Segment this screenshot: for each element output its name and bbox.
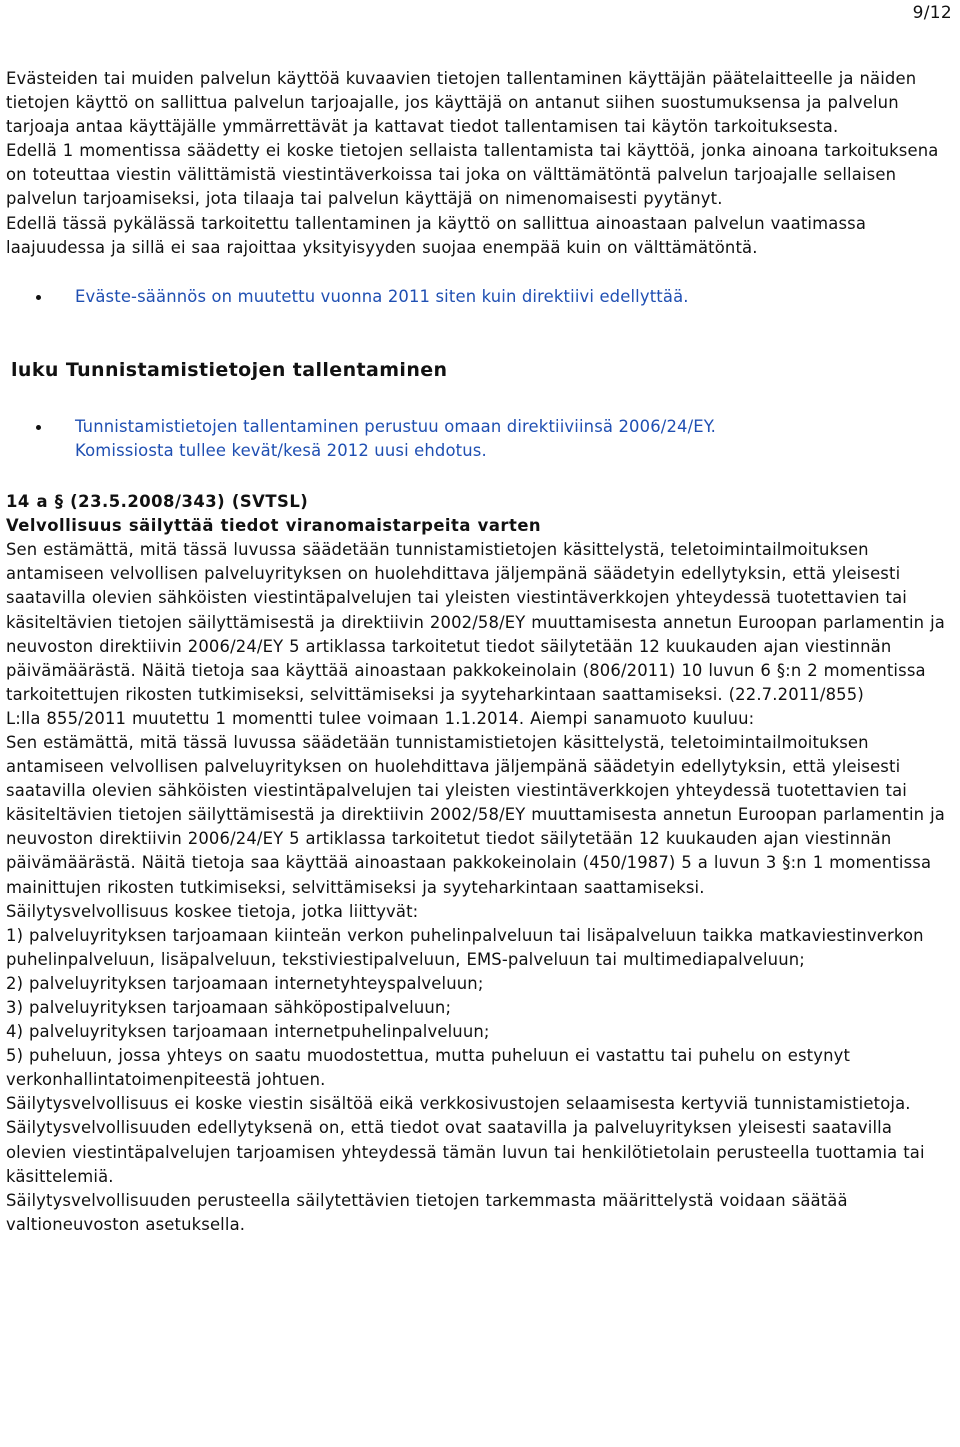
paragraph-cookie-scope: Edellä tässä pykälässä tarkoitettu tallentaminen ja käyttö on sallittua ainoastaan palvelun vaatimassa laajuudessa ja sillä ei saa rajoittaa yksityisyyden suojaa enempää kuin on välttämätöntä. (6, 213, 867, 257)
list-item-1: 1) palveluyrityksen tarjoamaan kiinteän verkon puhelinpalveluun tai lisäpalveluun taikka matkaviestinverkon puhelinpalveluun, lisäpalveluun, tekstiviestipalveluun, EMS-palveluun tai multimediapalveluun; (6, 925, 924, 969)
note-list-retention (6, 415, 954, 463)
paragraph-content-excluded: Säilytysvelvollisuus ei koske viestin sisältöä eikä verkkosivustojen selaamisesta kertyviä tunnistamistietoja. (6, 1094, 911, 1114)
paragraph-amendment-note: L:lla 855/2011 muutettu 1 momentti tulee voimaan 1.1.2014. Aiempi sanamuoto kuuluu: (6, 708, 755, 728)
chapter-heading: luku Tunnistamistietojen tallentaminen (11, 358, 448, 381)
list-item-4: 4) palveluyrityksen tarjoamaan internetpuhelinpalveluun; (6, 1022, 490, 1042)
note-text-line-1: Tunnistamistietojen tallentaminen perustuu omaan direktiiviinsä 2006/24/EY. (75, 416, 716, 436)
note-text-line-2: Komissiosta tullee kevät/kesä 2012 uusi ehdotus. (75, 440, 487, 460)
paragraph-decree: Säilytysvelvollisuuden perusteella säilytettävien tietojen tarkemmasta määrittelystä voidaan säätää valtioneuvoston asetuksella. (6, 1190, 848, 1234)
page-number: 9/12 (912, 3, 952, 23)
paragraph-cookie-exception: Edellä 1 momentissa säädetty ei koske tietojen sellaista tallentamista tai käyttöä, jonka ainoana tarkoituksena on toteuttaa viestin välittämistä viestintäverkoissa tai joka on välttämätöntä palvelun tarjoajalle sellaisen palvelun tarjoamiseksi, jota tilaaja tai palvelun käyttäjä on nimenomaisesti pyytänyt. (6, 141, 939, 209)
note-retention-directive (6, 415, 954, 463)
note-list-cookie (6, 285, 954, 309)
note-text: Eväste-säännös on muutettu vuonna 2011 siten kuin direktiivi edellyttää. (75, 286, 689, 306)
document-body (6, 67, 954, 1237)
paragraph-cookie-consent: Evästeiden tai muiden palvelun käyttöä kuvaavien tietojen tallentaminen käyttäjän päätelaitteelle ja näiden tietojen käyttö on sallittua palvelun tarjoajalle, jos käyttäjä on antanut siihen suostumuksensa ja palvelun tarjoaja antaa käyttäjälle ymmärrettävät ja kattavat tiedot tallentamisen tai käytön tarkoituksesta. (6, 69, 917, 137)
section-title: Velvollisuus säilyttää tiedot viranomaistarpeita varten (6, 516, 542, 536)
list-item-3: 3) palveluyrityksen tarjoamaan sähköpostipalveluun; (6, 998, 452, 1017)
paragraph-retention-obligation: Sen estämättä, mitä tässä luvussa säädetään tunnistamistietojen käsittelystä, teletoimintailmoituksen antamiseen velvollisen palveluyrityksen on huolehdittava jäljempänä säädetyin edellytyksin, että yleisesti saatavilla olevien sähköisten viestintäpalvelujen tai yleisten viestintäverkkojen yhteydessä tuotettavien tai käsiteltävien tietojen säilyttämisestä ja direktiivin 2002/58/EY muuttamisesta annetun Euroopan parlamentin ja neuvoston direktiivin 2006/24/EY 5 artiklassa tarkoitetut tiedot säilytetään 12 kuukauden ajan viestinnän päivämäärästä. Näitä tietoja saa käyttää ainoastaan pakkokeinolain (806/2011) 10 luvun 6 §:n 2 momentissa tarkoitettujen rikosten tutkimiseksi, selvittämiseksi ja syyteharkintaan saattamiseksi. (22.7.2011/855) (6, 540, 945, 704)
paragraph-previous-wording: Sen estämättä, mitä tässä luvussa säädetään tunnistamistietojen käsittelystä, teletoimintailmoituksen antamiseen velvollisen palveluyrityksen on huolehdittava jäljempänä säädetyin edellytyksin, että yleisesti saatavilla olevien sähköisten viestintäpalvelujen tai yleisten viestintäverkkojen yhteydessä tuotettavien tai käsiteltävien tietojen säilyttämisestä ja direktiivin 2002/58/EY muuttamisesta annetun Euroopan parlamentin ja neuvoston direktiivin 2006/24/EY 5 artiklassa tarkoitetut tiedot säilytetään 12 kuukauden ajan viestinnän päivämäärästä. Näitä tietoja saa käyttää ainoastaan pakkokeinolain (450/1987) 5 a luvun 3 §:n 1 momentissa mainittujen rikosten tutkimiseksi, selvittämiseksi ja syyteharkintaan saattamiseksi. (6, 732, 945, 897)
list-item-2: 2) palveluyrityksen tarjoamaan internetyhteyspalveluun; (6, 973, 484, 993)
paragraph-retention-covers: Säilytysvelvollisuus koskee tietoja, jotka liittyvät: (6, 901, 419, 921)
list-item-5: 5) puheluun, jossa yhteys on saatu muodostettua, mutta puheluun ei vastattu tai puhelu on estynyt verkonhallintatoimenpiteestä johtuen. (6, 1046, 851, 1090)
paragraph-retention-condition: Säilytysvelvollisuuden edellytyksenä on, että tiedot ovat saatavilla ja palveluyrityksen yleisesti saatavilla olevien viestintäpalvelujen tarjoamisen yhteydessä tämän luvun tai henkilötietolain perusteella tuottamia tai käsittelemiä. (6, 1118, 925, 1186)
section-number: 14 a § (23.5.2008/343) (SVTSL) (6, 492, 309, 512)
bullet-dot-icon (36, 425, 41, 430)
note-cookie-amendment (6, 285, 954, 309)
bullet-dot-icon (36, 295, 41, 300)
